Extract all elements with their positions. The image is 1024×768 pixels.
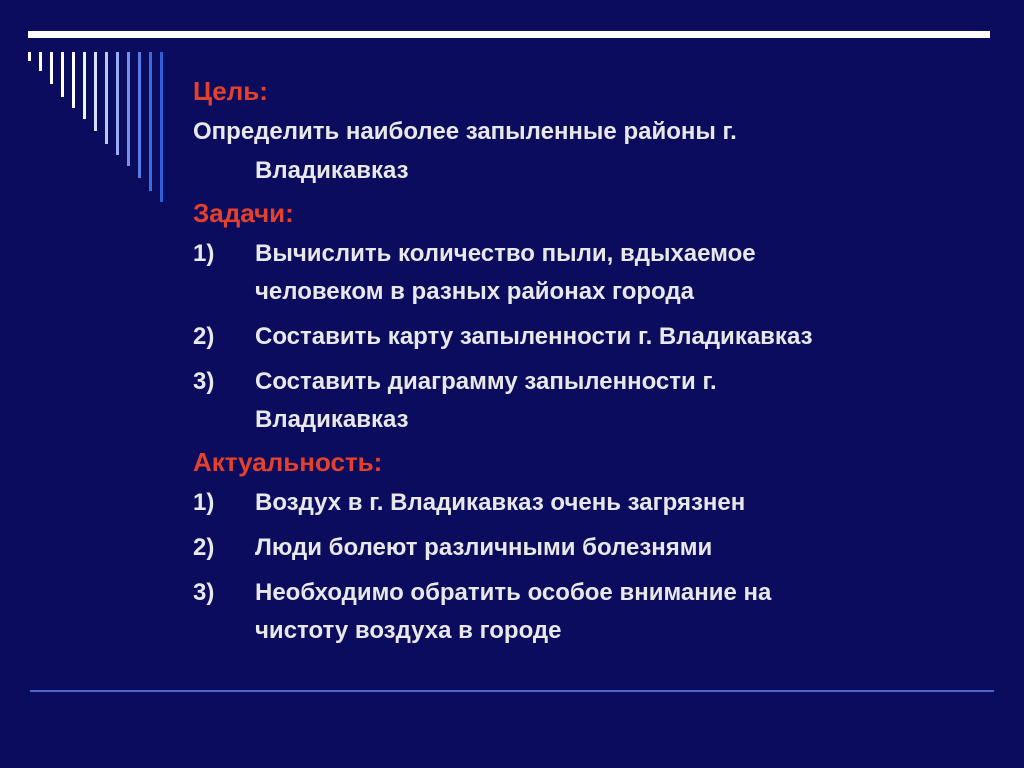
decorative-bar [39, 52, 42, 71]
relevance-text [255, 574, 983, 650]
decorative-bar [149, 52, 152, 191]
tasks-heading: Задачи: [193, 198, 294, 228]
decorative-bar [160, 52, 163, 202]
relevance-number: 2) [193, 534, 215, 561]
decorative-bar [105, 52, 108, 144]
decorative-bar [50, 52, 53, 84]
task-text-line: Вычислить количество пыли, вдыхаемое [255, 240, 756, 267]
relevance-list [193, 484, 983, 650]
task-text-line: Составить карту запыленности г. Владикавказ [255, 323, 813, 350]
relevance-text-line: Люди болеют различными болезнями [255, 534, 713, 561]
decorative-bar [116, 52, 119, 155]
relevance-text-line: Воздух в г. Владикавказ очень загрязнен [255, 489, 746, 516]
slide-content [193, 76, 983, 657]
decorative-bar [72, 52, 75, 108]
task-text-line: Владикавказ [255, 406, 409, 433]
relevance-text [255, 484, 983, 522]
decorative-bars [0, 0, 180, 200]
relevance-item [193, 484, 983, 522]
decorative-bar [138, 52, 141, 178]
decorative-bar [94, 52, 97, 131]
task-text [255, 318, 983, 356]
relevance-number: 3) [193, 579, 215, 606]
task-item [193, 235, 983, 311]
relevance-number: 1) [193, 489, 215, 516]
relevance-item [193, 529, 983, 567]
task-number: 2) [193, 323, 215, 350]
task-number: 3) [193, 368, 215, 395]
task-text-line: Составить диаграмму запыленности г. [255, 368, 717, 395]
relevance-text [255, 529, 983, 567]
decorative-bar [61, 52, 64, 97]
task-text-line: человеком в разных районах города [255, 278, 694, 305]
goal-line-2: Владикавказ [255, 157, 409, 184]
bottom-divider [30, 690, 994, 692]
goal-text [193, 112, 983, 190]
tasks-list [193, 235, 983, 439]
decorative-bar [127, 52, 130, 166]
relevance-item [193, 574, 983, 650]
task-number: 1) [193, 240, 215, 267]
relevance-text-line: Необходимо обратить особое внимание на [255, 579, 772, 606]
task-item [193, 363, 983, 439]
goal-line-1: Определить наиболее запыленные районы г. [193, 118, 737, 145]
task-text [255, 235, 983, 311]
task-text [255, 363, 983, 439]
relevance-heading: Актуальность: [193, 447, 383, 477]
relevance-text-line: чистоту воздуха в городе [255, 617, 562, 644]
task-item [193, 318, 983, 356]
decorative-bar [83, 52, 86, 119]
goal-heading: Цель: [193, 76, 268, 106]
decorative-bar [28, 52, 31, 61]
